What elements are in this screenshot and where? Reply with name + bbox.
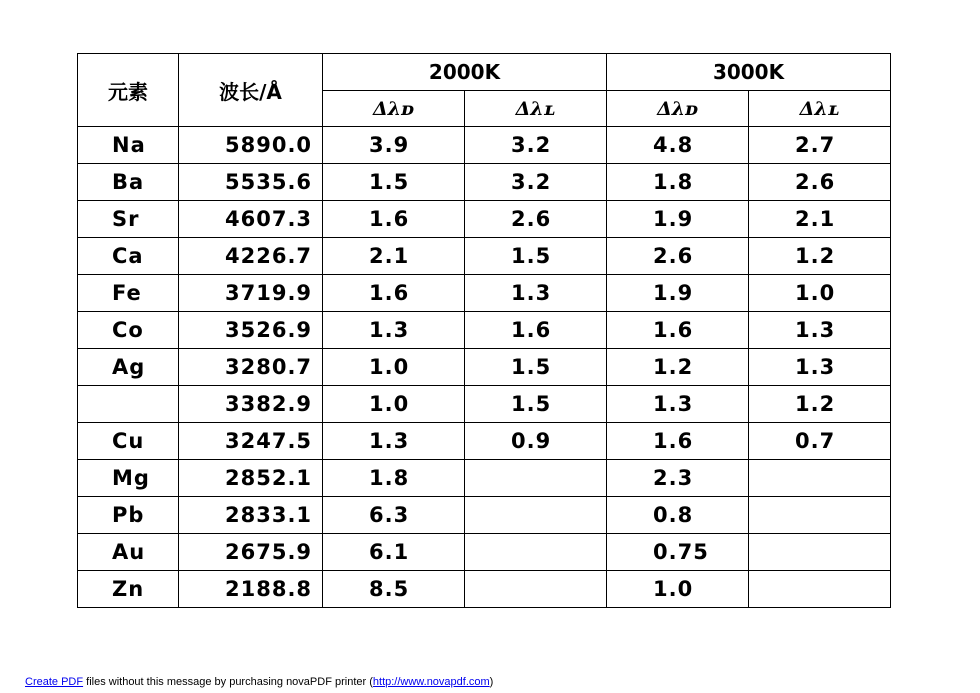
cell-d3000: 2.6	[607, 238, 749, 275]
cell-element: Pb	[78, 497, 179, 534]
cell-wavelength: 2675.9	[179, 534, 323, 571]
cell-d3000: 1.6	[607, 423, 749, 460]
header-3000k: 3000K	[607, 54, 891, 91]
cell-wavelength: 5890.0	[179, 127, 323, 164]
cell-l3000: 2.6	[749, 164, 891, 201]
table-row	[78, 312, 891, 349]
table-row	[78, 497, 891, 534]
cell-element: Na	[78, 127, 179, 164]
cell-l3000: 1.2	[749, 386, 891, 423]
cell-element: Fe	[78, 275, 179, 312]
cell-wavelength: 3280.7	[179, 349, 323, 386]
cell-d3000: 1.0	[607, 571, 749, 608]
footer-note	[25, 676, 493, 688]
cell-l3000: 2.1	[749, 201, 891, 238]
table-row	[78, 238, 891, 275]
cell-element	[78, 386, 179, 423]
cell-l3000	[749, 460, 891, 497]
cell-l3000	[749, 497, 891, 534]
cell-l3000: 1.2	[749, 238, 891, 275]
table-row	[78, 423, 891, 460]
create-pdf-link[interactable]: Create PDF	[25, 676, 84, 688]
cell-d3000: 4.8	[607, 127, 749, 164]
footer-text-end: )	[489, 676, 494, 688]
cell-l3000: 0.7	[749, 423, 891, 460]
cell-l3000: 1.0	[749, 275, 891, 312]
cell-l3000: 1.3	[749, 349, 891, 386]
wavelength-broadening-table	[77, 53, 891, 608]
cell-d2000: 1.6	[323, 275, 465, 312]
cell-d3000: 1.6	[607, 312, 749, 349]
cell-d2000: 1.6	[323, 201, 465, 238]
cell-element: Sr	[78, 201, 179, 238]
header-delta-d-2000: Δλᴅ	[323, 91, 465, 127]
cell-d2000: 3.9	[323, 127, 465, 164]
cell-wavelength: 3247.5	[179, 423, 323, 460]
cell-element: Mg	[78, 460, 179, 497]
cell-wavelength: 2852.1	[179, 460, 323, 497]
table-row	[78, 201, 891, 238]
table-row	[78, 275, 891, 312]
cell-element: Au	[78, 534, 179, 571]
table-row	[78, 386, 891, 423]
cell-d2000: 1.0	[323, 386, 465, 423]
header-delta-l-3000: Δλʟ	[749, 91, 891, 127]
cell-d2000: 1.0	[323, 349, 465, 386]
header-element: 元素	[78, 54, 179, 127]
header-delta-l-2000: Δλʟ	[465, 91, 607, 127]
cell-d3000: 1.8	[607, 164, 749, 201]
cell-wavelength: 3382.9	[179, 386, 323, 423]
cell-l2000: 1.6	[465, 312, 607, 349]
novapdf-url-link[interactable]: http://www.novapdf.com	[372, 676, 490, 688]
cell-l2000: 1.5	[465, 386, 607, 423]
cell-d3000: 2.3	[607, 460, 749, 497]
cell-element: Co	[78, 312, 179, 349]
cell-d2000: 1.3	[323, 423, 465, 460]
cell-d3000: 1.9	[607, 201, 749, 238]
cell-d2000: 6.1	[323, 534, 465, 571]
cell-l3000	[749, 571, 891, 608]
cell-l2000: 1.5	[465, 349, 607, 386]
cell-wavelength: 2833.1	[179, 497, 323, 534]
footer-text: files without this message by purchasing novaPDF printer (	[83, 676, 373, 688]
cell-wavelength: 4607.3	[179, 201, 323, 238]
cell-l2000	[465, 534, 607, 571]
cell-element: Ag	[78, 349, 179, 386]
cell-l2000: 1.5	[465, 238, 607, 275]
cell-l2000: 1.3	[465, 275, 607, 312]
cell-l2000: 0.9	[465, 423, 607, 460]
cell-d3000: 0.75	[607, 534, 749, 571]
cell-l2000: 3.2	[465, 127, 607, 164]
cell-d2000: 1.5	[323, 164, 465, 201]
cell-element: Zn	[78, 571, 179, 608]
cell-d2000: 6.3	[323, 497, 465, 534]
cell-d2000: 1.3	[323, 312, 465, 349]
header-2000k: 2000K	[323, 54, 607, 91]
cell-l2000	[465, 571, 607, 608]
table-row	[78, 164, 891, 201]
cell-d3000: 1.3	[607, 386, 749, 423]
cell-l2000	[465, 460, 607, 497]
cell-l3000: 1.3	[749, 312, 891, 349]
cell-d3000: 0.8	[607, 497, 749, 534]
cell-d2000: 2.1	[323, 238, 465, 275]
table-row	[78, 349, 891, 386]
cell-l2000: 3.2	[465, 164, 607, 201]
table-row	[78, 571, 891, 608]
cell-wavelength: 3526.9	[179, 312, 323, 349]
cell-wavelength: 2188.8	[179, 571, 323, 608]
cell-wavelength: 4226.7	[179, 238, 323, 275]
table-row	[78, 460, 891, 497]
table-row	[78, 534, 891, 571]
cell-element: Cu	[78, 423, 179, 460]
cell-element: Ca	[78, 238, 179, 275]
cell-l2000	[465, 497, 607, 534]
cell-d2000: 1.8	[323, 460, 465, 497]
cell-l2000: 2.6	[465, 201, 607, 238]
cell-element: Ba	[78, 164, 179, 201]
header-wavelength: 波长/Å	[179, 54, 323, 127]
cell-d3000: 1.9	[607, 275, 749, 312]
cell-d2000: 8.5	[323, 571, 465, 608]
table-body	[78, 127, 891, 608]
cell-wavelength: 3719.9	[179, 275, 323, 312]
cell-l3000	[749, 534, 891, 571]
cell-d3000: 1.2	[607, 349, 749, 386]
table-row	[78, 127, 891, 164]
cell-wavelength: 5535.6	[179, 164, 323, 201]
header-delta-d-3000: Δλᴅ	[607, 91, 749, 127]
cell-l3000: 2.7	[749, 127, 891, 164]
